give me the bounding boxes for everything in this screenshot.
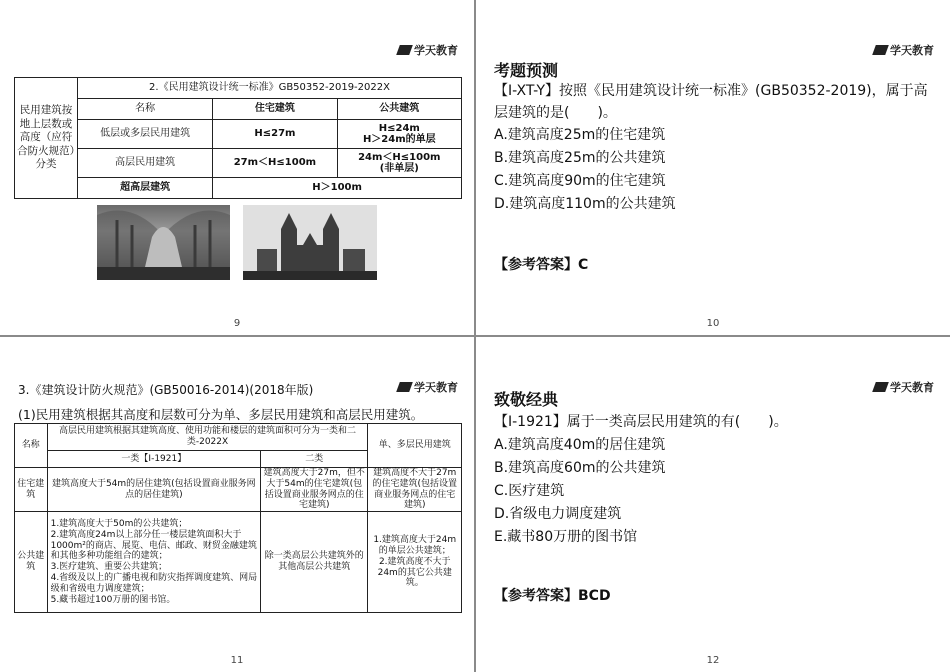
list-item: 1.建筑高度大于24m的单层公共建筑； (373, 535, 457, 556)
option-e: E.藏书80万册的图书馆 (494, 529, 638, 545)
page-number: 12 (706, 655, 720, 666)
cell: 除一类高层公共建筑外的其他高层公共建筑 (261, 512, 368, 613)
col-residential: 住宅建筑 (213, 99, 337, 120)
cell-line: H≤24m (378, 122, 420, 134)
cell: 建筑高度大于54m的居住建筑(包括设置商业服务网点的居住建筑) (47, 468, 260, 512)
list-item: 4.省级及以上的广播电视和防灾指挥调度建筑、网局级和省级电力调度建筑； (50, 572, 258, 594)
section-heading: 3.《建筑设计防火规范》(GB50016-2014)(2018年版) (18, 383, 314, 397)
answer-text: 【参考答案】BCD (494, 588, 611, 604)
cell: 27m＜H≤100m (213, 149, 337, 178)
brand-logo (874, 42, 934, 58)
brand-text: 学天教育 (890, 44, 934, 57)
option-b: B.建筑高度25m的公共建筑 (494, 150, 666, 166)
cell (368, 512, 462, 613)
cell-line: 24m＜H≤100m (358, 151, 441, 163)
list-item: 2.建筑高度不大于24m的其它公共建筑。 (377, 556, 452, 589)
cathedral-exterior-photo (243, 205, 377, 280)
col-class-one: 一类【Ⅰ-1921】 (47, 451, 260, 468)
row-residential: 住宅建筑 (15, 468, 48, 512)
church-interior-photo (97, 205, 230, 280)
brand-text: 学天教育 (414, 44, 458, 57)
list-item: 5.藏书超过100万册的图书馆。 (50, 594, 176, 605)
building-classification-table (14, 77, 462, 199)
fire-code-table (14, 423, 462, 613)
brand-logo (398, 379, 458, 395)
page-number: 10 (706, 318, 720, 329)
brand-text: 学天教育 (414, 381, 458, 394)
cell (337, 120, 461, 149)
brand-mark-icon (872, 45, 889, 55)
section-subheading: (1)民用建筑根据其高度和层数可分为单、多层民用建筑和高层民用建筑。 (18, 407, 424, 422)
cell: H≤27m (213, 120, 337, 149)
section-heading: 考题预测 (494, 61, 559, 80)
slide-12 (476, 337, 950, 672)
slide-11 (0, 337, 474, 672)
slide-9 (0, 0, 474, 335)
brand-logo (398, 42, 458, 58)
row-header: 民用建筑按地上层数或高度（应符合防火规范）分类 (15, 78, 78, 199)
brand-logo (874, 379, 934, 395)
section-heading: 致敬经典 (494, 390, 559, 409)
list-item: 2.建筑高度24m以上部分任一楼层建筑面积大于1000m²的商店、展览、电信、邮政、财贸金融建筑和其他多种功能组合的建筑； (50, 529, 257, 562)
list-item: 3.医疗建筑、重要公共建筑； (50, 562, 168, 573)
col-name: 名称 (15, 424, 48, 468)
page-number: 11 (230, 655, 244, 666)
option-a: A.建筑高度40m的居住建筑 (494, 437, 666, 453)
col-class-two: 二类 (261, 451, 368, 468)
slide-10 (476, 0, 950, 335)
cathedral-drawing (243, 205, 377, 280)
row-public: 公共建筑 (15, 512, 48, 613)
question-text: 【Ⅰ-XT-Y】按照《民用建筑设计统一标准》(GB50352-2019)，属于高层建筑的是( )。 (494, 83, 928, 121)
question-text: 【Ⅰ-1921】属于一类高层民用建筑的有( )。 (494, 414, 788, 430)
option-b: B.建筑高度60m的公共建筑 (494, 460, 666, 476)
row-super-high: 超高层建筑 (78, 178, 213, 199)
answer-text: 【参考答案】C (494, 257, 589, 273)
cell (337, 149, 461, 178)
option-c: C.医疗建筑 (494, 483, 565, 499)
cell-line: (非单层) (379, 163, 419, 174)
table-title: 2.《民用建筑设计统一标准》GB50352-2019-2022X (78, 78, 462, 99)
option-c: C.建筑高度90m的住宅建筑 (494, 173, 666, 189)
brand-mark-icon (396, 45, 413, 55)
row-low-multi: 低层或多层民用建筑 (78, 120, 213, 149)
page-number: 9 (233, 318, 241, 329)
option-a: A.建筑高度25m的住宅建筑 (494, 127, 666, 143)
option-d: D.省级电力调度建筑 (494, 506, 622, 522)
cell-line: H＞24m的单层 (362, 134, 436, 145)
col-group: 高层民用建筑根据其建筑高度、使用功能和楼层的建筑面积可分为一类和二类-2022X (47, 424, 368, 451)
church-interior-drawing (97, 205, 230, 280)
row-high: 高层民用建筑 (78, 149, 213, 178)
brand-text: 学天教育 (890, 381, 934, 394)
col-name: 名称 (78, 99, 213, 120)
cell: H＞100m (213, 178, 462, 199)
col-multi: 单、多层民用建筑 (368, 424, 462, 468)
brand-mark-icon (872, 382, 889, 392)
brand-mark-icon (396, 382, 413, 392)
cell (47, 512, 260, 613)
cell: 建筑高度不大于27m的住宅建筑(包括设置商业服务网点的住宅建筑) (368, 468, 462, 512)
option-d: D.建筑高度110m的公共建筑 (494, 196, 676, 212)
cell: 建筑高度大于27m，但不大于54m的住宅建筑(包括设置商业服务网点的住宅建筑) (261, 468, 368, 512)
list-item: 1.建筑高度大于50m的公共建筑； (50, 519, 188, 529)
col-public: 公共建筑 (337, 99, 461, 120)
